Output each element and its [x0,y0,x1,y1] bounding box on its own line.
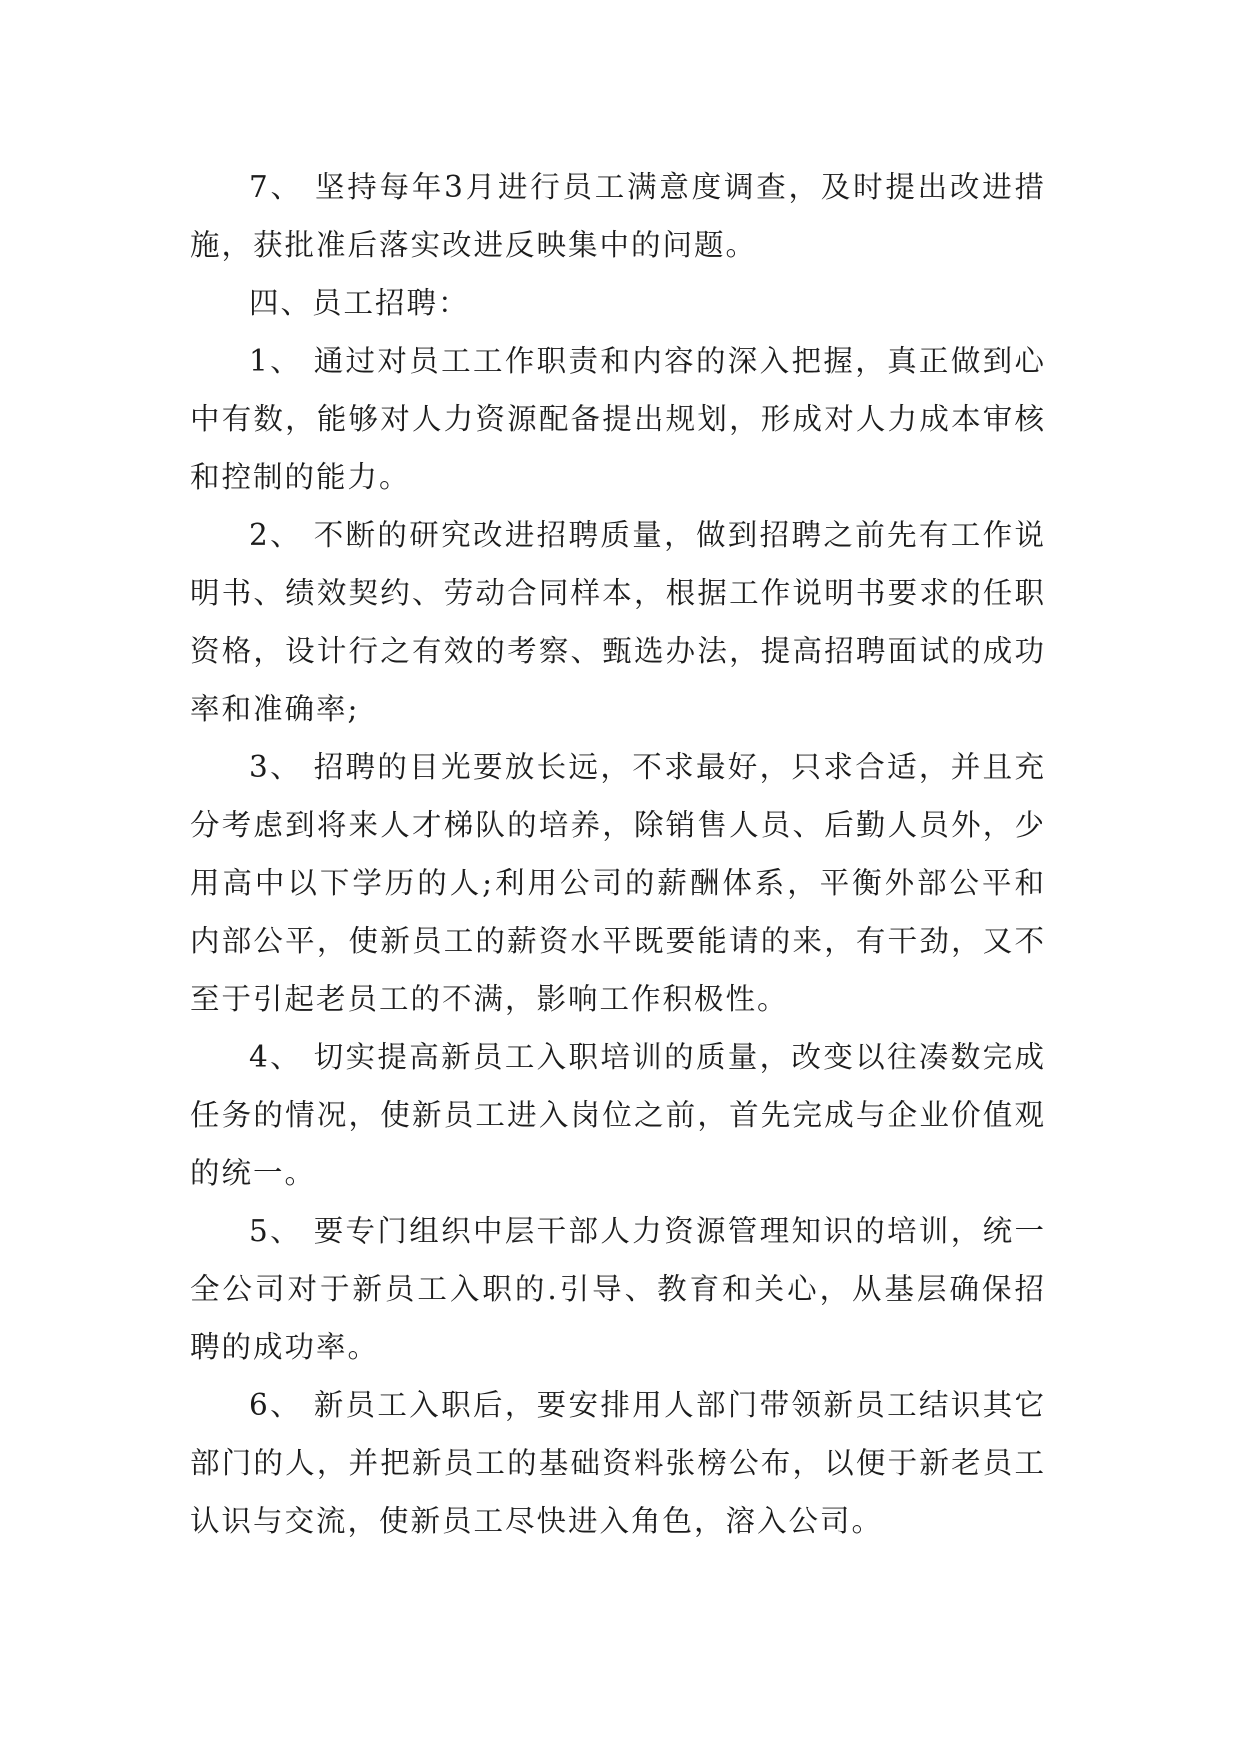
paragraph-item-4: 4、 切实提高新员工入职培训的质量，改变以往凑数完成任务的情况，使新员工进入岗位之前，首先完成与企业价值观的统一。 [190,1040,1046,1190]
paragraph-item-1: 1、 通过对员工工作职责和内容的深入把握，真正做到心中有数，能够对人力资源配备提出规划，形成对人力成本审核和控制的能力。 [190,344,1046,494]
paragraph-item-5: 5、 要专门组织中层干部人力资源管理知识的培训，统一全公司对于新员工入职的.引导、教育和关心，从基层确保招聘的成功率。 [190,1214,1046,1364]
document-body [190,158,1046,1550]
paragraph-item-6: 6、 新员工入职后，要安排用人部门带领新员工结识其它部门的人，并把新员工的基础资料张榜公布，以便于新老员工认识与交流，使新员工尽快进入角色，溶入公司。 [190,1388,1046,1538]
paragraph-item-7: 7、 坚持每年3月进行员工满意度调查，及时提出改进措施，获批准后落实改进反映集中的问题。 [190,170,1046,262]
paragraph-item-2: 2、 不断的研究改进招聘质量，做到招聘之前先有工作说明书、绩效契约、劳动合同样本，根据工作说明书要求的任职资格，设计行之有效的考察、甄选办法，提高招聘面试的成功率和准确率; [190,518,1046,726]
section-heading-recruitment: 四、员工招聘： [249,286,470,320]
paragraph-item-3: 3、 招聘的目光要放长远，不求最好，只求合适，并且充分考虑到将来人才梯队的培养，除销售人员、后勤人员外，少用高中以下学历的人;利用公司的薪酬体系，平衡外部公平和内部公平，使新员工的薪资水平既要能请的来，有干劲，又不至于引起老员工的不满，影响工作积极性。 [190,750,1046,1016]
